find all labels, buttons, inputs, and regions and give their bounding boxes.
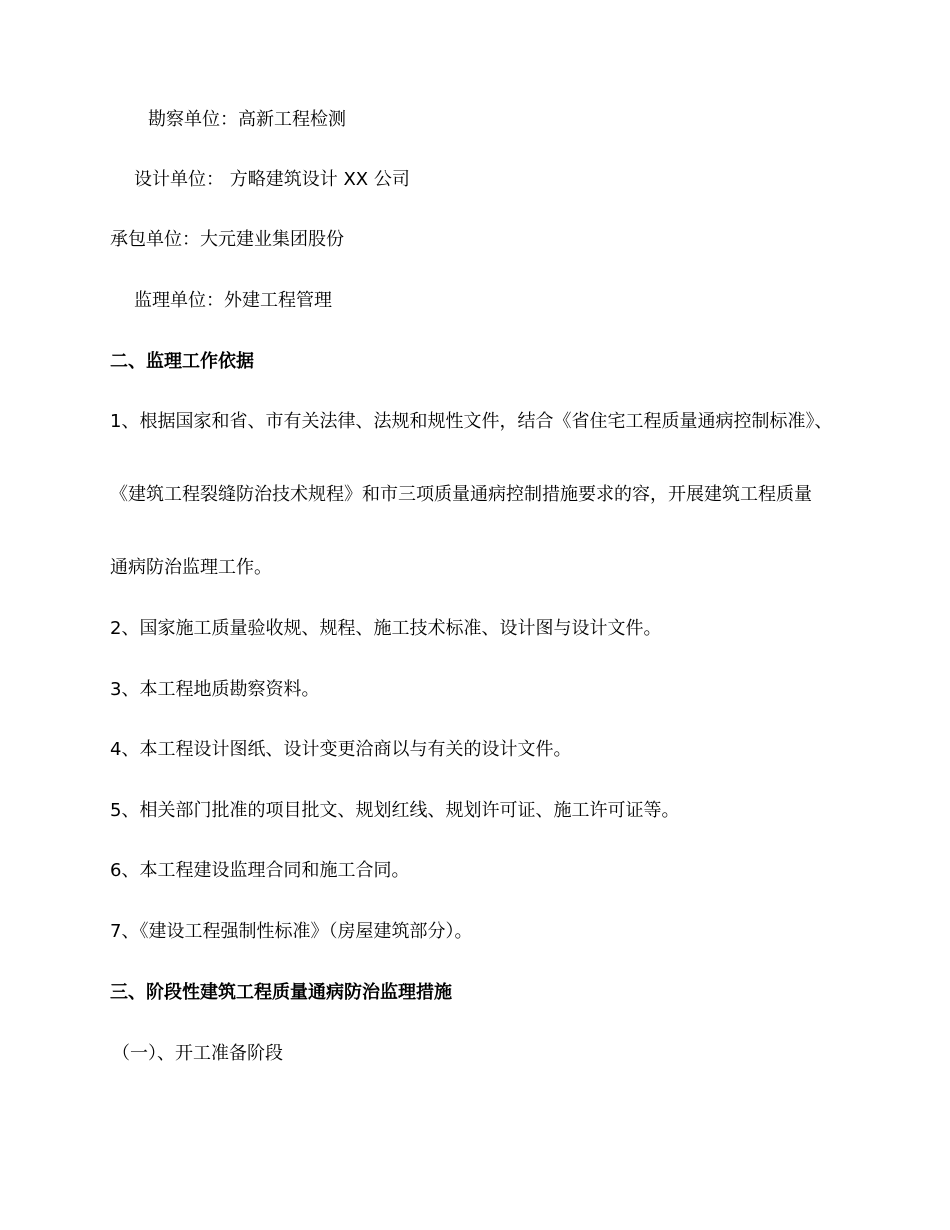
basis-item-7: 7、《建设工程强制性标准》（房屋建筑部分）。 — [110, 921, 473, 942]
contractor-unit-line: 承包单位：大元建业集团股份 — [110, 229, 344, 250]
basis-item-1-line-1: 1、根据国家和省、市有关法律、法规和规性文件，结合《省住宅工程质量通病控制标准》、 — [110, 411, 833, 432]
basis-item-4: 4、本工程设计图纸、设计变更洽商以与有关的设计文件。 — [110, 739, 572, 760]
section-heading-measures: 三、阶段性建筑工程质量通病防治监理措施 — [110, 982, 452, 1003]
subsection-preparation: （一）、开工准备阶段 — [112, 1043, 283, 1064]
design-unit-line: 设计单位： 方略建筑设计 XX 公司 — [134, 169, 410, 190]
basis-item-6: 6、本工程建设监理合同和施工合同。 — [110, 860, 410, 881]
supervisor-unit-line: 监理单位：外建工程管理 — [134, 290, 332, 311]
survey-unit-line: 勘察单位：高新工程检测 — [148, 109, 346, 130]
basis-item-1-line-3: 通病防治监理工作。 — [110, 557, 272, 578]
basis-item-5: 5、相关部门批准的项目批文、规划红线、规划许可证、施工许可证等。 — [110, 800, 680, 821]
basis-item-3: 3、本工程地质勘察资料。 — [110, 679, 320, 700]
basis-item-2: 2、国家施工质量验收规、规程、施工技术标准、设计图与设计文件。 — [110, 618, 662, 639]
section-heading-basis: 二、监理工作依据 — [110, 351, 254, 372]
basis-item-1-line-2: 《建筑工程裂缝防治技术规程》和市三项质量通病控制措施要求的容，开展建筑工程质量 — [110, 484, 812, 505]
